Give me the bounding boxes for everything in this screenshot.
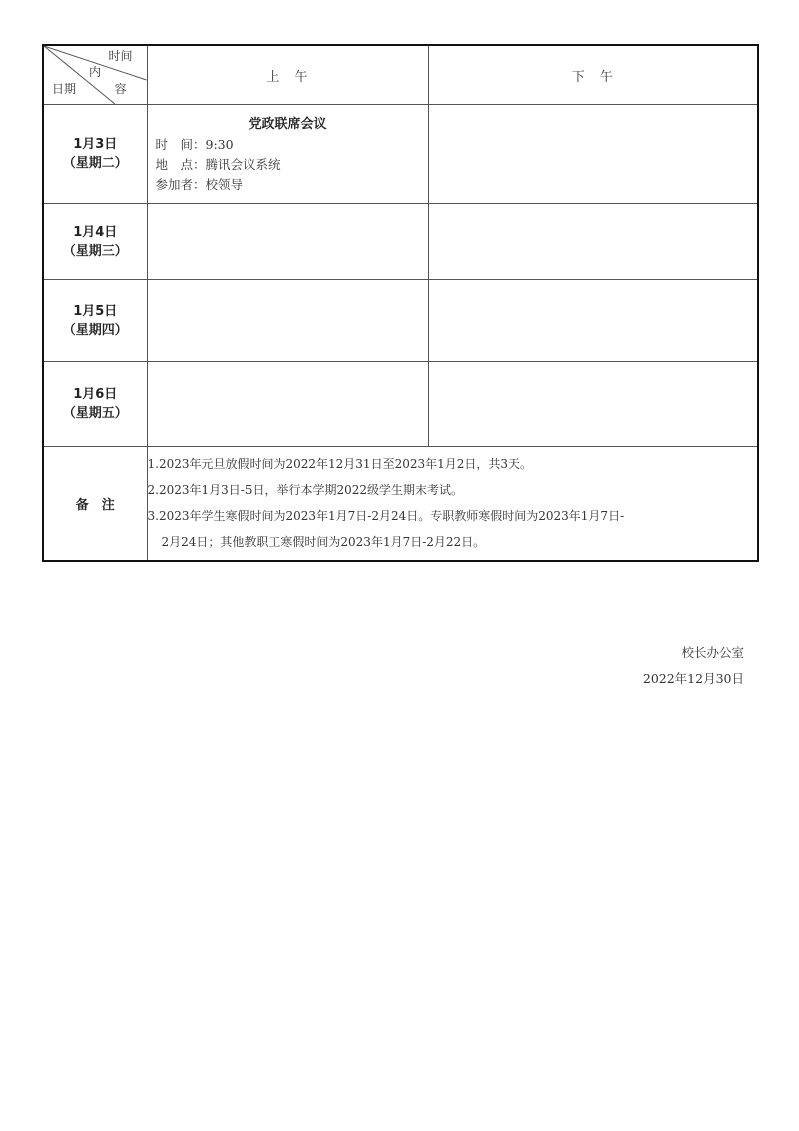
date-label: 1月4日 xyxy=(73,224,118,240)
table-row xyxy=(43,280,758,362)
signature-block xyxy=(643,640,744,692)
issuing-office: 校长办公室 xyxy=(681,645,744,660)
weekday-label: （星期三） xyxy=(62,243,128,259)
date-label: 1月3日 xyxy=(73,137,118,152)
corner-label-time: 时间 xyxy=(108,49,133,63)
morning-cell xyxy=(147,105,428,204)
notes-cell xyxy=(147,447,758,561)
note-item xyxy=(148,503,758,555)
issue-date: 2022年12月30日 xyxy=(642,671,744,686)
afternoon-cell xyxy=(428,280,758,362)
schedule-table xyxy=(42,44,759,562)
meeting-title: 党政联席会议 xyxy=(248,117,327,132)
notes-row xyxy=(43,447,758,561)
meeting-entry xyxy=(148,105,428,203)
afternoon-cell xyxy=(428,362,758,447)
corner-label-content-1: 内 xyxy=(89,65,102,79)
header-row xyxy=(43,45,758,105)
weekday-label: （星期五） xyxy=(62,406,128,421)
morning-header: 上 午 xyxy=(147,45,428,105)
table-row xyxy=(43,204,758,280)
afternoon-cell xyxy=(428,204,758,280)
weekday-label: （星期四） xyxy=(62,322,128,338)
corner-label-content-2: 容 xyxy=(114,82,127,96)
date-label: 1月6日 xyxy=(73,387,118,402)
date-cell xyxy=(43,204,147,280)
afternoon-cell xyxy=(428,105,758,204)
date-cell xyxy=(43,105,147,204)
date-cell xyxy=(43,280,147,362)
weekday-label: （星期二） xyxy=(62,156,128,171)
notes-label: 备 注 xyxy=(43,447,147,561)
date-cell xyxy=(43,362,147,447)
note-item: 1.2023年元旦放假时间为2022年12月31日至2023年1月2日，共3天。 xyxy=(147,457,533,472)
morning-cell xyxy=(147,280,428,362)
table-row xyxy=(43,362,758,447)
note-line-continued: 2月24日；其他教职工寒假时间为2023年1月7日-2月22日。 xyxy=(161,535,486,550)
header-corner-cell xyxy=(43,45,147,105)
morning-cell xyxy=(147,204,428,280)
note-item: 2.2023年1月3日-5日，举行本学期2022级学生期末考试。 xyxy=(147,483,463,498)
morning-cell xyxy=(147,362,428,447)
afternoon-header: 下 午 xyxy=(428,45,758,105)
meeting-place: 地 点：腾讯会议系统 xyxy=(155,157,281,172)
date-label: 1月5日 xyxy=(73,303,118,319)
meeting-time: 时 间：9:30 xyxy=(155,137,234,152)
meeting-attendees: 参加者：校领导 xyxy=(155,177,244,192)
table-row xyxy=(43,105,758,204)
note-line: 3.2023年学生寒假时间为2023年1月7日-2月24日。专职教师寒假时间为2023年1月7日- xyxy=(147,509,625,524)
corner-label-date: 日期 xyxy=(52,82,77,96)
